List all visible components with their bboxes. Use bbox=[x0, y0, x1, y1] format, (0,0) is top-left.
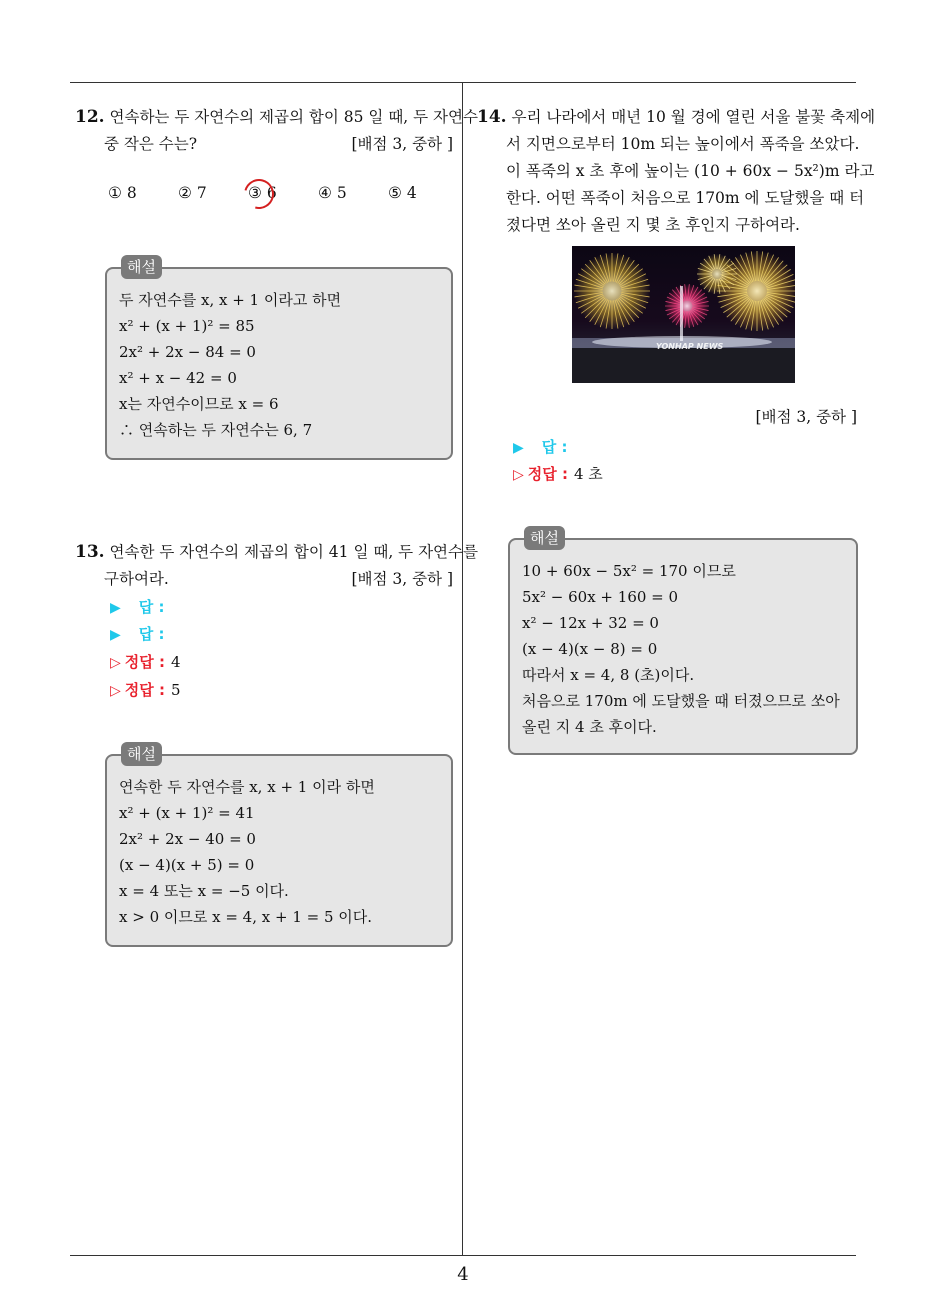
solution-line: 10 + 60x − 5x² = 170 이므로 bbox=[522, 562, 736, 580]
score-meta-row bbox=[477, 404, 857, 431]
answer-label: 답 : bbox=[138, 598, 165, 616]
answer-input-1[interactable] bbox=[110, 596, 165, 617]
question-text: 중 작은 수는? bbox=[104, 135, 198, 153]
solution-line: 따라서 x = 4, 8 (초)이다. bbox=[522, 666, 695, 684]
answer-label: 답 : bbox=[541, 438, 568, 456]
choice-1[interactable]: ① 8 bbox=[108, 184, 137, 202]
answer-input[interactable] bbox=[513, 436, 568, 457]
solution-line: 올린 지 4 초 후이다. bbox=[522, 718, 657, 736]
solution-line: x² + (x + 1)² = 41 bbox=[119, 804, 255, 822]
question-12 bbox=[75, 104, 478, 158]
answer-label: 답 : bbox=[138, 625, 165, 643]
selected-answer-circle bbox=[239, 174, 280, 215]
solution-line: x는 자연수이므로 x = 6 bbox=[119, 395, 279, 413]
solution-line: 연속한 두 자연수를 x, x + 1 이라 하면 bbox=[119, 778, 375, 796]
solution-line: 두 자연수를 x, x + 1 이라고 하면 bbox=[119, 291, 342, 309]
correct-answer-1 bbox=[110, 651, 181, 672]
correct-label: 정답 : bbox=[124, 681, 165, 699]
solution-line: 2x² + 2x − 84 = 0 bbox=[119, 343, 256, 361]
question-14 bbox=[477, 104, 876, 239]
solution-line: 처음으로 170m 에 도달했을 때 터졌으므로 쏘아 bbox=[522, 692, 840, 710]
solution-tag: 해설 bbox=[121, 742, 162, 766]
play-arrow-icon: ▶ bbox=[110, 600, 121, 616]
score-meta: [배점 3, 중하 ] bbox=[755, 408, 857, 426]
question-text: 연속한 두 자연수의 제곱의 합이 41 일 때, 두 자연수를 bbox=[109, 543, 478, 561]
solution-box-13 bbox=[105, 745, 453, 947]
question-text: 연속하는 두 자연수의 제곱의 합이 85 일 때, 두 자연수 bbox=[109, 108, 478, 126]
solution-line: ∴ 연속하는 두 자연수는 6, 7 bbox=[119, 421, 313, 439]
score-meta: [배점 3, 중하 ] bbox=[351, 135, 453, 153]
question-text: 이 폭죽의 x 초 후에 높이는 (10 + 60x − 5x²)m 라고 bbox=[506, 162, 875, 180]
solution-line: x² + (x + 1)² = 85 bbox=[119, 317, 255, 335]
solution-box-14 bbox=[508, 529, 858, 755]
solution-tag: 해설 bbox=[121, 255, 162, 279]
play-arrow-icon: ▶ bbox=[513, 440, 524, 456]
column-divider bbox=[462, 82, 463, 1255]
solution-line: (x − 4)(x − 8) = 0 bbox=[522, 640, 658, 658]
correct-label: 정답 : bbox=[527, 465, 568, 483]
question-number: 12. bbox=[75, 107, 105, 127]
correct-value: 4 bbox=[170, 653, 181, 671]
solution-line: x² + x − 42 = 0 bbox=[119, 369, 237, 387]
fireworks-photo bbox=[572, 246, 795, 383]
solution-line: x² − 12x + 32 = 0 bbox=[522, 614, 659, 632]
correct-answer bbox=[513, 463, 603, 484]
choice-5[interactable]: ⑤ 4 bbox=[388, 184, 417, 202]
solution-line: 5x² − 60x + 160 = 0 bbox=[522, 588, 679, 606]
correct-value: 5 bbox=[170, 681, 181, 699]
solution-line: (x − 4)(x + 5) = 0 bbox=[119, 856, 255, 874]
question-13 bbox=[75, 539, 478, 593]
correct-label: 정답 : bbox=[124, 653, 165, 671]
outline-arrow-icon: ▷ bbox=[513, 467, 524, 483]
solution-tag: 해설 bbox=[524, 526, 565, 550]
play-arrow-icon: ▶ bbox=[110, 627, 121, 643]
question-number: 14. bbox=[477, 107, 507, 127]
solution-line: x > 0 이므로 x = 4, x + 1 = 5 이다. bbox=[119, 908, 373, 926]
choice-4[interactable]: ④ 5 bbox=[318, 184, 347, 202]
page-number: 4 bbox=[457, 1264, 469, 1285]
choice-3[interactable]: ③ 6 bbox=[248, 184, 277, 202]
question-text: 우리 나라에서 매년 10 월 경에 열린 서울 불꽃 축제에 bbox=[511, 108, 876, 126]
solution-box-12 bbox=[105, 258, 453, 460]
correct-value: 4 초 bbox=[573, 465, 603, 483]
solution-line: x = 4 또는 x = −5 이다. bbox=[119, 882, 289, 900]
question-text: 졌다면 쏘아 올린 지 몇 초 후인지 구하여라. bbox=[506, 216, 800, 234]
question-text: 서 지면으로부터 10m 되는 높이에서 폭죽을 쏘았다. bbox=[506, 135, 860, 153]
score-meta: [배점 3, 중하 ] bbox=[351, 570, 453, 588]
question-text: 한다. 어떤 폭죽이 처음으로 170m 에 도달했을 때 터 bbox=[506, 189, 865, 207]
choice-2[interactable]: ② 7 bbox=[178, 184, 207, 202]
answer-input-2[interactable] bbox=[110, 623, 165, 644]
top-rule bbox=[70, 82, 856, 83]
correct-answer-2 bbox=[110, 679, 181, 700]
choice-list bbox=[108, 184, 448, 210]
question-text: 구하여라. bbox=[104, 570, 169, 588]
question-number: 13. bbox=[75, 542, 105, 562]
outline-arrow-icon: ▷ bbox=[110, 683, 121, 699]
photo-watermark: YONHAP NEWS bbox=[656, 342, 724, 351]
outline-arrow-icon: ▷ bbox=[110, 655, 121, 671]
solution-line: 2x² + 2x − 40 = 0 bbox=[119, 830, 256, 848]
bottom-rule bbox=[70, 1255, 856, 1256]
